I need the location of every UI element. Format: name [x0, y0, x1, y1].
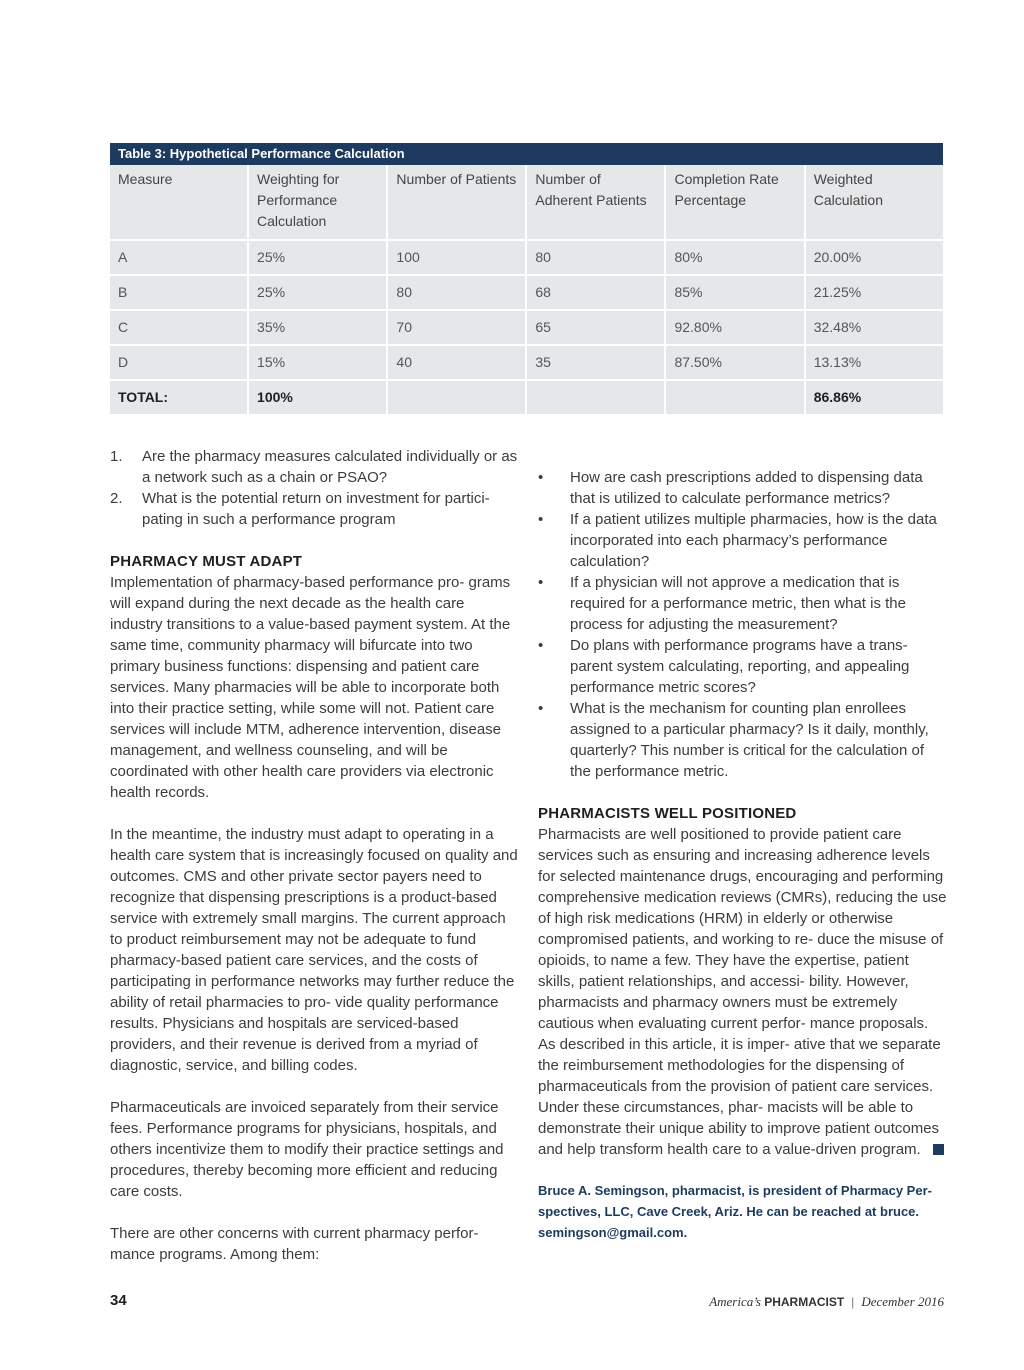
list-number: 1.	[110, 448, 123, 465]
list-item	[538, 509, 948, 572]
list-text: What is the potential return on investment for partici- pating in such a performance program	[142, 490, 490, 528]
table-caption: Table 3: Hypothetical Performance Calculation	[110, 143, 943, 165]
table-cell: 15%	[249, 346, 386, 379]
table-cell: 80	[388, 276, 525, 309]
table-row	[110, 311, 943, 344]
header-cell: Measure	[110, 165, 247, 239]
total-empty-cell	[527, 381, 664, 414]
total-label: TOTAL:	[110, 381, 247, 414]
header-cell: Weighting for Performance Calculation	[249, 165, 386, 239]
list-text: What is the mechanism for counting plan enrollees assigned to a particular pharmacy? Is it daily, monthly, quarterly? This number is critical for the calculation of the performance metric.	[570, 700, 929, 780]
bullet-icon: •	[538, 637, 544, 654]
table-cell: 87.50%	[666, 346, 803, 379]
table-cell: B	[110, 276, 247, 309]
table-cell: 92.80%	[666, 311, 803, 344]
table-cell: 80%	[666, 241, 803, 274]
right-column	[538, 467, 948, 1243]
footer-separator: |	[851, 1294, 855, 1309]
list-item	[538, 572, 948, 635]
section-heading: PHARMACISTS WELL POSITIONED	[538, 805, 797, 822]
table-cell: 80	[527, 241, 664, 274]
table-cell: 68	[527, 276, 664, 309]
table-cell: 32.48%	[806, 311, 943, 344]
author-bio: Bruce A. Semingson, pharmacist, is president of Pharmacy Per- spectives, LLC, Cave Creek, Ariz. He can be reached at bruce. semingson@gmail.com.	[538, 1183, 932, 1240]
table-cell: 85%	[666, 276, 803, 309]
paragraph	[538, 824, 948, 1160]
table-header-row	[110, 165, 943, 239]
table-cell: 35%	[249, 311, 386, 344]
list-text: How are cash prescriptions added to dispensing data that is utilized to calculate performance metrics?	[570, 469, 923, 507]
table-row	[110, 241, 943, 274]
paragraph: Implementation of pharmacy-based performance pro- grams will expand during the next decade as the health care industry transitions to a value-based payment system. At the same time, community pharmacy will bifurcate into two primary business functions: dispensing and patient care services. Many pharmacies will be able to incorporate both into their practice setting, while some will not. Patient care services will include MTM, adherence intervention, disease management, and wellness counseling, and will be coordinated with other health care providers via electronic health records.	[110, 574, 511, 801]
table-total-row	[110, 381, 943, 414]
table-row	[110, 346, 943, 379]
end-of-article-icon	[933, 1144, 944, 1155]
list-item	[538, 467, 948, 509]
total-empty-cell	[666, 381, 803, 414]
bullet-icon: •	[538, 511, 544, 528]
table-cell: 70	[388, 311, 525, 344]
list-item	[538, 698, 948, 782]
left-column	[110, 446, 520, 1265]
performance-table	[110, 143, 943, 416]
header-cell: Weighted Calculation	[806, 165, 943, 239]
table-row	[110, 276, 943, 309]
table-cell: 20.00%	[806, 241, 943, 274]
table-grid	[108, 163, 945, 416]
magazine-brand: PHARMACIST	[764, 1295, 845, 1309]
table-cell: 100	[388, 241, 525, 274]
section-heading: PHARMACY MUST ADAPT	[110, 553, 303, 570]
list-item	[110, 488, 520, 530]
header-cell: Completion Rate Percentage	[666, 165, 803, 239]
paragraph-text: Pharmacists are well positioned to provide patient care services such as ensuring and increasing adherence levels for selected maintenance drugs, encouraging and performing comprehensive medication reviews (CMRs), reducing the use of high risk medications (HRM) in elderly or otherwise compromised patients, and working to re- duce the misuse of opioids, to name a few. They have the expertise, patient skills, patient relationships, and accessi- bility. However, pharmacists and pharmacy owners must be extremely cautious when evaluating current perfor- mance proposals. As described in this article, it is imper- ative that we separate the reimbursement methodologies for the dispensing of pharmaceuticals from the provision of patient care services. Under these circumstances, phar- macists will be able to demonstrate their unique ability to improve patient outcomes and help transform health care to a value-driven program.	[538, 826, 947, 1158]
total-weighted: 86.86%	[806, 381, 943, 414]
paragraph: In the meantime, the industry must adapt to operating in a health care system that is increasingly focused on quality and outcomes. CMS and other private sector payers need to recognize that dispensing prescriptions is a product-based service with extremely small margins. The current approach to product reimbursement may not be adequate to fund pharmacy-based patient care services, and the costs of participating in performance networks may further reduce the ability of retail pharmacies to pro- vide quality performance results. Physicians and hospitals are serviced-based providers, and their revenue is derived from a myriad of diagnostic, service, and billing codes.	[110, 826, 518, 1074]
paragraph: There are other concerns with current pharmacy perfor- mance programs. Among them:	[110, 1225, 479, 1263]
page-number: 34	[110, 1292, 127, 1309]
list-number: 2.	[110, 490, 123, 507]
concern-list	[538, 467, 948, 782]
table-cell: A	[110, 241, 247, 274]
list-text: Are the pharmacy measures calculated individually or as a network such as a chain or PSAO?	[142, 448, 518, 486]
table-cell: 13.13%	[806, 346, 943, 379]
total-weighting: 100%	[249, 381, 386, 414]
table-cell: 35	[527, 346, 664, 379]
bullet-icon: •	[538, 469, 544, 486]
question-list	[110, 446, 520, 530]
list-item	[110, 446, 520, 488]
table-cell: 40	[388, 346, 525, 379]
list-text: If a patient utilizes multiple pharmacies, how is the data incorporated into each pharmacy’s performance calculation?	[570, 511, 937, 570]
total-empty-cell	[388, 381, 525, 414]
running-footer	[709, 1294, 944, 1310]
header-cell: Number of Patients	[388, 165, 525, 239]
list-text: If a physician will not approve a medication that is required for a performance metric, then what is the process for adjusting the measurement?	[570, 574, 906, 633]
bullet-icon: •	[538, 574, 544, 591]
table-cell: C	[110, 311, 247, 344]
bullet-icon: •	[538, 700, 544, 717]
table-cell: 25%	[249, 241, 386, 274]
magazine-prefix: America’s	[709, 1294, 761, 1309]
table-cell: D	[110, 346, 247, 379]
issue-date: December 2016	[861, 1294, 944, 1309]
list-item	[538, 635, 948, 698]
table-cell: 65	[527, 311, 664, 344]
table-cell: 25%	[249, 276, 386, 309]
table-cell: 21.25%	[806, 276, 943, 309]
list-text: Do plans with performance programs have a trans- parent system calculating, reporting, and appealing performance metric scores?	[570, 637, 910, 696]
header-cell: Number of Adherent Patients	[527, 165, 664, 239]
paragraph: Pharmaceuticals are invoiced separately from their service fees. Performance programs for physicians, hospitals, and others incentivize them to modify their practice settings and procedures, thereby becoming more efficient and reducing care costs.	[110, 1099, 504, 1200]
